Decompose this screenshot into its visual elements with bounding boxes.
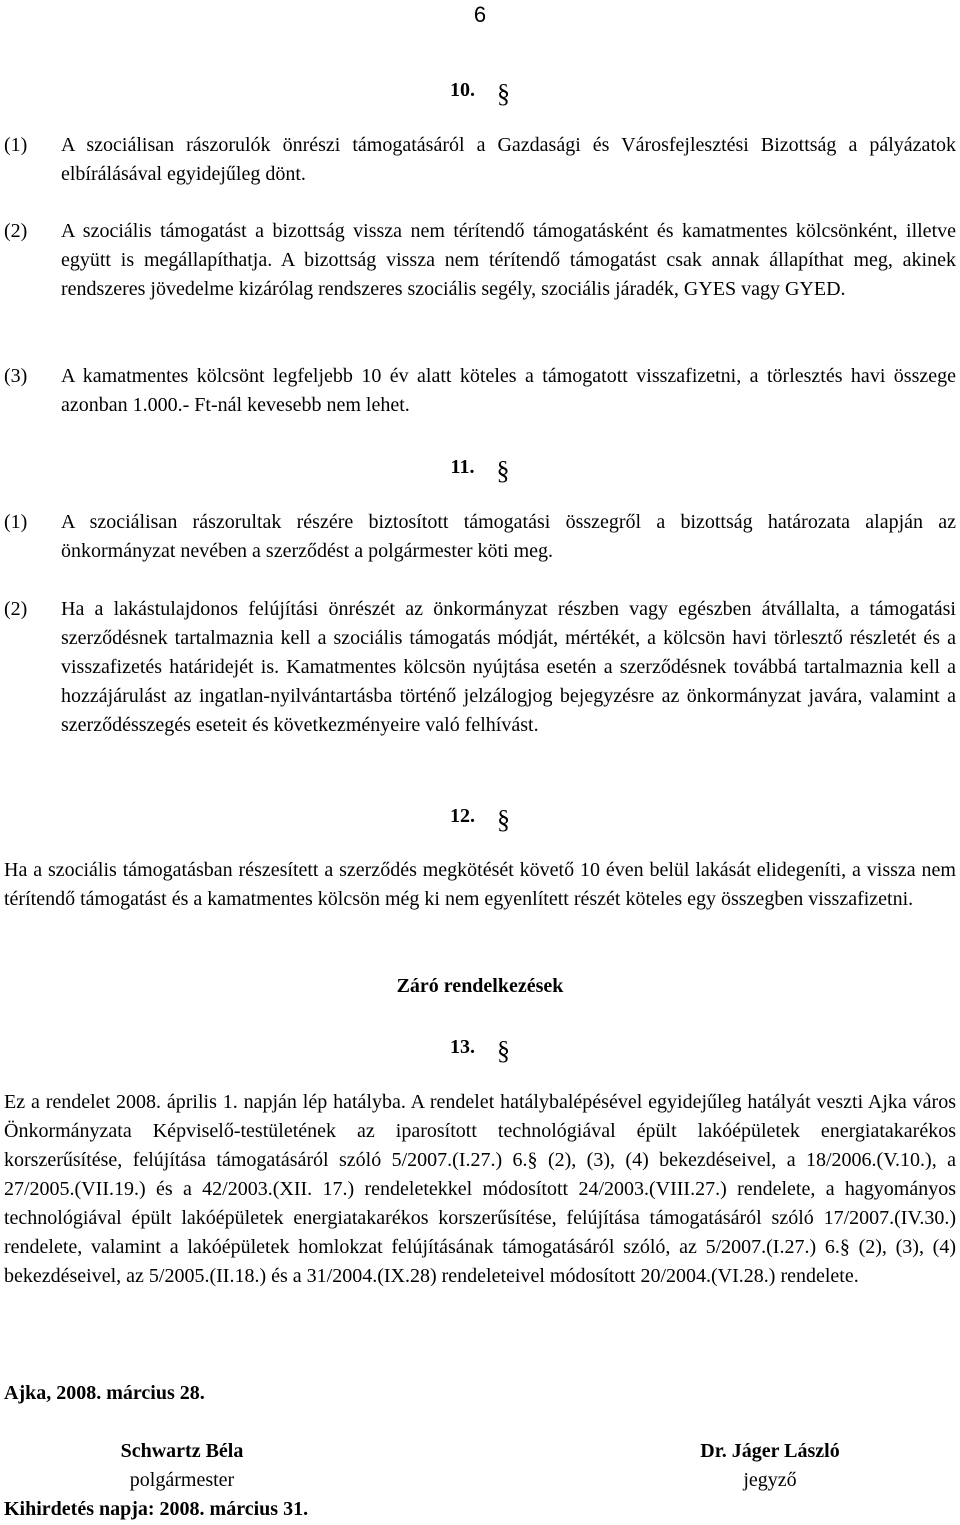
paragraph-number: (1) xyxy=(4,134,28,156)
paragraph-text: A szociálisan rászorulók önrészi támogatásáról a Gazdasági és Városfejlesztési Bizottság a pályázatok elbírálásával egyidejűleg dönt. xyxy=(61,134,956,185)
paragraph-number: (3) xyxy=(4,365,28,387)
paragraph-text: A szociálisan rászorultak részére biztosított támogatási összegről a bizottság határozata alapján az önkormányzat nevében a szerződést a polgármester köti meg. xyxy=(61,511,956,562)
section-13-text: Ez a rendelet 2008. április 1. napján lép hatályba. A rendelet hatálybalépésével egyidejűleg hatályát veszti Ajka város Önkormányzata Képviselő-testületének az iparosított technológiával épült lakóépületek energiatakarékos korszerűsítése, felújítása támogatásáról szóló 5/2007.(I.27.) 6.§ (2), (3), (4) bekezdéseivel, a 18/2006.(V.10.), a 27/2005.(VII.19.) és a 42/2003.(XII. 17.) rendeletekkel módosított 24/2003.(VIII.27.) rendelete, a hagyományos technológiával épült lakóépületek energiatakarékos korszerűsítése, felújítása támogatásáról szóló 17/2007.(IV.30.) rendelete, valamint a lakóépületek homlokzat felújításának támogatásáról szóló, az 5/2007.(I.27.) 6.§ (2), (3), (4) bekezdéseivel, az 5/2005.(II.18.) és a 31/2004.(IX.28) rendeleteivel módosított 20/2004.(VI.28.) rendelete. xyxy=(4,1091,956,1287)
page-number: 6 xyxy=(473,2,487,27)
section-heading-10 xyxy=(0,73,960,108)
paragraph-10-2 xyxy=(4,217,956,304)
section-heading-13 xyxy=(0,1030,960,1065)
paragraph-11-2 xyxy=(4,595,956,740)
paragraph-symbol: § xyxy=(496,456,510,485)
signer-mayor xyxy=(82,1437,282,1495)
section-number: 12. xyxy=(450,805,475,827)
paragraph-10-3 xyxy=(4,362,956,420)
signer-title: jegyző xyxy=(743,1469,797,1491)
paragraph-text: Ha a lakástulajdonos felújítási önrészét az önkormányzat részben vagy egészben átvállalta, a támogatási szerződésnek tartalmaznia kell a szociális támogatás módját, mértékét, a kölcsön havi törlesztő részletét és a visszafizetés határidejét is. Kamatmentes kölcsön nyújtása esetén a szerződésnek továbbá tartalmaznia kell a hozzájárulást az ingatlan-nyilvántartásba történő jelzálogjog bejegyzésre az önkormányzat javára, valamint a szerződésszegés eseteit és következményeire való felhívást. xyxy=(61,598,956,736)
paragraph-number: (1) xyxy=(4,511,28,533)
paragraph-text: A kamatmentes kölcsönt legfeljebb 10 év alatt köteles a támogatott visszafizetni, a törlesztés havi összege azonban 1.000.- Ft-nál kevesebb nem lehet. xyxy=(61,365,956,416)
paragraph-text: A szociális támogatást a bizottság vissza nem térítendő támogatásként és kamatmentes kölcsönként, illetve együtt is megállapíthatja. A bizottság vissza nem térítendő támogatást csak annak állapíthat meg, akinek rendszeres jövedelme kizárólag rendszeres szociális segély, szociális járadék, GYES vagy GYED. xyxy=(61,220,956,300)
closing-title: Záró rendelkezések xyxy=(396,975,564,997)
section-heading-12 xyxy=(0,799,960,834)
section-number: 10. xyxy=(450,79,475,101)
paragraph-11-1 xyxy=(4,508,956,566)
paragraph-10-1 xyxy=(4,131,956,189)
section-heading-11 xyxy=(0,450,960,485)
paragraph-number: (2) xyxy=(4,598,28,620)
signer-title: polgármester xyxy=(129,1469,235,1491)
section-number: 11. xyxy=(450,456,475,478)
announcement-date: Kihirdetés napja: 2008. március 31. xyxy=(4,1498,309,1520)
paragraph-symbol: § xyxy=(497,79,510,108)
signer-name: Schwartz Béla xyxy=(120,1440,244,1462)
section-number: 13. xyxy=(450,1036,475,1058)
signer-name: Dr. Jáger László xyxy=(700,1440,840,1462)
signer-notary xyxy=(660,1437,880,1495)
place-and-date: Ajka, 2008. március 28. xyxy=(4,1382,205,1404)
section-12-text: Ha a szociális támogatásban részesített a szerződés megkötését követő 10 éven belül lakását elidegeníti, a vissza nem térítendő támogatást és a kamatmentes kölcsön még ki nem egyenlített részét köteles egy összegben visszafizetni. xyxy=(4,859,956,910)
paragraph-symbol: § xyxy=(497,805,510,834)
paragraph-number: (2) xyxy=(4,220,28,242)
paragraph-symbol: § xyxy=(497,1036,510,1065)
